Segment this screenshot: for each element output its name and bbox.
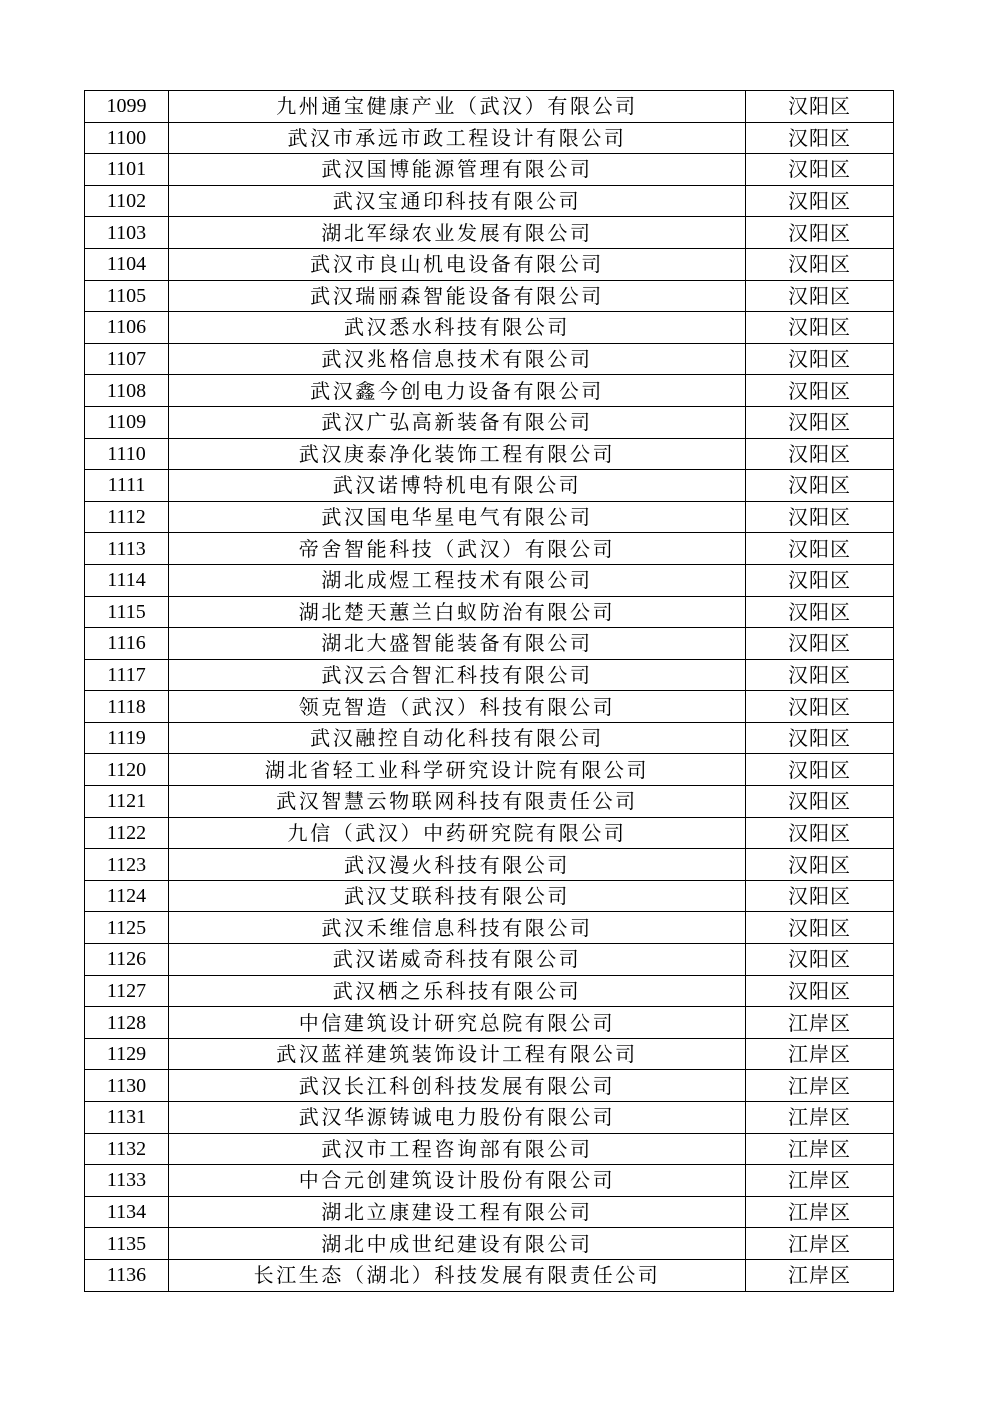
district-cell: 汉阳区	[746, 122, 894, 154]
table-row	[85, 1070, 894, 1102]
table-row	[85, 1133, 894, 1165]
district-cell: 汉阳区	[746, 438, 894, 470]
table-row	[85, 1228, 894, 1260]
row-number-cell: 1099	[85, 91, 169, 123]
district-cell: 汉阳区	[746, 975, 894, 1007]
district-cell: 汉阳区	[746, 533, 894, 565]
company-name-cell: 九信（武汉）中药研究院有限公司	[169, 817, 746, 849]
district-cell: 汉阳区	[746, 185, 894, 217]
district-cell: 汉阳区	[746, 628, 894, 660]
district-cell: 汉阳区	[746, 280, 894, 312]
district-cell: 汉阳区	[746, 406, 894, 438]
table-row	[85, 1038, 894, 1070]
company-name-cell: 湖北大盛智能装备有限公司	[169, 628, 746, 660]
company-name-cell: 长江生态（湖北）科技发展有限责任公司	[169, 1259, 746, 1291]
company-name-cell: 湖北成煜工程技术有限公司	[169, 564, 746, 596]
district-cell: 江岸区	[746, 1070, 894, 1102]
district-cell: 汉阳区	[746, 596, 894, 628]
company-name-cell: 武汉融控自动化科技有限公司	[169, 722, 746, 754]
table-row	[85, 1007, 894, 1039]
row-number-cell: 1113	[85, 533, 169, 565]
district-cell: 汉阳区	[746, 849, 894, 881]
company-name-cell: 武汉禾维信息科技有限公司	[169, 912, 746, 944]
table-row	[85, 1102, 894, 1134]
district-cell: 汉阳区	[746, 343, 894, 375]
table-row	[85, 564, 894, 596]
district-cell: 江岸区	[746, 1007, 894, 1039]
table-row	[85, 533, 894, 565]
district-cell: 江岸区	[746, 1102, 894, 1134]
table-row	[85, 659, 894, 691]
table-row	[85, 944, 894, 976]
table-row	[85, 817, 894, 849]
company-name-cell: 武汉蓝祥建筑装饰设计工程有限公司	[169, 1038, 746, 1070]
company-name-cell: 武汉云合智汇科技有限公司	[169, 659, 746, 691]
district-cell: 汉阳区	[746, 375, 894, 407]
table-row	[85, 1196, 894, 1228]
row-number-cell: 1102	[85, 185, 169, 217]
district-cell: 汉阳区	[746, 659, 894, 691]
district-cell: 江岸区	[746, 1165, 894, 1197]
row-number-cell: 1117	[85, 659, 169, 691]
table-row	[85, 185, 894, 217]
table-row	[85, 91, 894, 123]
company-name-cell: 武汉国电华星电气有限公司	[169, 501, 746, 533]
row-number-cell: 1104	[85, 248, 169, 280]
company-name-cell: 武汉诺威奇科技有限公司	[169, 944, 746, 976]
district-cell: 汉阳区	[746, 248, 894, 280]
row-number-cell: 1131	[85, 1102, 169, 1134]
row-number-cell: 1119	[85, 722, 169, 754]
table-row	[85, 122, 894, 154]
company-name-cell: 中信建筑设计研究总院有限公司	[169, 1007, 746, 1039]
table-row	[85, 912, 894, 944]
row-number-cell: 1111	[85, 470, 169, 502]
company-name-cell: 武汉艾联科技有限公司	[169, 880, 746, 912]
row-number-cell: 1135	[85, 1228, 169, 1260]
row-number-cell: 1130	[85, 1070, 169, 1102]
table-row	[85, 501, 894, 533]
row-number-cell: 1136	[85, 1259, 169, 1291]
district-cell: 江岸区	[746, 1228, 894, 1260]
table-row	[85, 312, 894, 344]
company-name-cell: 武汉广弘高新装备有限公司	[169, 406, 746, 438]
row-number-cell: 1115	[85, 596, 169, 628]
district-cell: 江岸区	[746, 1133, 894, 1165]
row-number-cell: 1126	[85, 944, 169, 976]
table-row	[85, 154, 894, 186]
row-number-cell: 1105	[85, 280, 169, 312]
company-name-cell: 武汉漫火科技有限公司	[169, 849, 746, 881]
table-row	[85, 1165, 894, 1197]
company-name-cell: 湖北中成世纪建设有限公司	[169, 1228, 746, 1260]
company-name-cell: 武汉诺博特机电有限公司	[169, 470, 746, 502]
company-name-cell: 武汉智慧云物联网科技有限责任公司	[169, 786, 746, 818]
company-name-cell: 武汉长江科创科技发展有限公司	[169, 1070, 746, 1102]
company-name-cell: 九州通宝健康产业（武汉）有限公司	[169, 91, 746, 123]
table-row	[85, 406, 894, 438]
table-row	[85, 470, 894, 502]
table-row	[85, 217, 894, 249]
district-cell: 汉阳区	[746, 722, 894, 754]
district-cell: 汉阳区	[746, 817, 894, 849]
table-row	[85, 438, 894, 470]
table-row	[85, 880, 894, 912]
district-cell: 汉阳区	[746, 564, 894, 596]
company-name-cell: 湖北立康建设工程有限公司	[169, 1196, 746, 1228]
company-name-cell: 武汉瑞丽森智能设备有限公司	[169, 280, 746, 312]
row-number-cell: 1133	[85, 1165, 169, 1197]
row-number-cell: 1112	[85, 501, 169, 533]
company-name-cell: 领克智造（武汉）科技有限公司	[169, 691, 746, 723]
row-number-cell: 1128	[85, 1007, 169, 1039]
row-number-cell: 1101	[85, 154, 169, 186]
row-number-cell: 1121	[85, 786, 169, 818]
row-number-cell: 1129	[85, 1038, 169, 1070]
table-row	[85, 849, 894, 881]
row-number-cell: 1109	[85, 406, 169, 438]
company-name-cell: 中合元创建筑设计股份有限公司	[169, 1165, 746, 1197]
company-name-cell: 武汉市工程咨询部有限公司	[169, 1133, 746, 1165]
district-cell: 汉阳区	[746, 944, 894, 976]
company-name-cell: 湖北军绿农业发展有限公司	[169, 217, 746, 249]
district-cell: 汉阳区	[746, 312, 894, 344]
district-cell: 汉阳区	[746, 786, 894, 818]
district-cell: 汉阳区	[746, 691, 894, 723]
table-row	[85, 375, 894, 407]
company-name-cell: 武汉鑫今创电力设备有限公司	[169, 375, 746, 407]
district-cell: 江岸区	[746, 1038, 894, 1070]
row-number-cell: 1116	[85, 628, 169, 660]
row-number-cell: 1107	[85, 343, 169, 375]
company-name-cell: 武汉市承远市政工程设计有限公司	[169, 122, 746, 154]
company-name-cell: 武汉悉水科技有限公司	[169, 312, 746, 344]
table-row	[85, 754, 894, 786]
table-row	[85, 343, 894, 375]
company-name-cell: 武汉国博能源管理有限公司	[169, 154, 746, 186]
company-name-cell: 湖北楚天蕙兰白蚁防治有限公司	[169, 596, 746, 628]
row-number-cell: 1123	[85, 849, 169, 881]
district-cell: 汉阳区	[746, 154, 894, 186]
table-row	[85, 786, 894, 818]
row-number-cell: 1103	[85, 217, 169, 249]
row-number-cell: 1100	[85, 122, 169, 154]
district-cell: 江岸区	[746, 1196, 894, 1228]
table-row	[85, 596, 894, 628]
district-cell: 汉阳区	[746, 754, 894, 786]
company-name-cell: 武汉庚泰净化装饰工程有限公司	[169, 438, 746, 470]
district-cell: 江岸区	[746, 1259, 894, 1291]
company-name-cell: 武汉宝通印科技有限公司	[169, 185, 746, 217]
table-row	[85, 1259, 894, 1291]
table-row	[85, 248, 894, 280]
company-name-cell: 武汉市良山机电设备有限公司	[169, 248, 746, 280]
row-number-cell: 1127	[85, 975, 169, 1007]
company-name-cell: 武汉华源铸诚电力股份有限公司	[169, 1102, 746, 1134]
row-number-cell: 1134	[85, 1196, 169, 1228]
district-cell: 汉阳区	[746, 912, 894, 944]
table-row	[85, 975, 894, 1007]
company-list-table	[84, 90, 894, 1292]
district-cell: 汉阳区	[746, 91, 894, 123]
company-name-cell: 湖北省轻工业科学研究设计院有限公司	[169, 754, 746, 786]
row-number-cell: 1114	[85, 564, 169, 596]
district-cell: 汉阳区	[746, 470, 894, 502]
district-cell: 汉阳区	[746, 217, 894, 249]
table-row	[85, 628, 894, 660]
company-name-cell: 武汉栖之乐科技有限公司	[169, 975, 746, 1007]
district-cell: 汉阳区	[746, 880, 894, 912]
table-body	[85, 91, 894, 1292]
district-cell: 汉阳区	[746, 501, 894, 533]
row-number-cell: 1122	[85, 817, 169, 849]
row-number-cell: 1132	[85, 1133, 169, 1165]
company-name-cell: 武汉兆格信息技术有限公司	[169, 343, 746, 375]
row-number-cell: 1120	[85, 754, 169, 786]
table-row	[85, 691, 894, 723]
company-name-cell: 帝舍智能科技（武汉）有限公司	[169, 533, 746, 565]
table-row	[85, 280, 894, 312]
row-number-cell: 1125	[85, 912, 169, 944]
row-number-cell: 1110	[85, 438, 169, 470]
table-row	[85, 722, 894, 754]
row-number-cell: 1108	[85, 375, 169, 407]
row-number-cell: 1118	[85, 691, 169, 723]
row-number-cell: 1106	[85, 312, 169, 344]
row-number-cell: 1124	[85, 880, 169, 912]
